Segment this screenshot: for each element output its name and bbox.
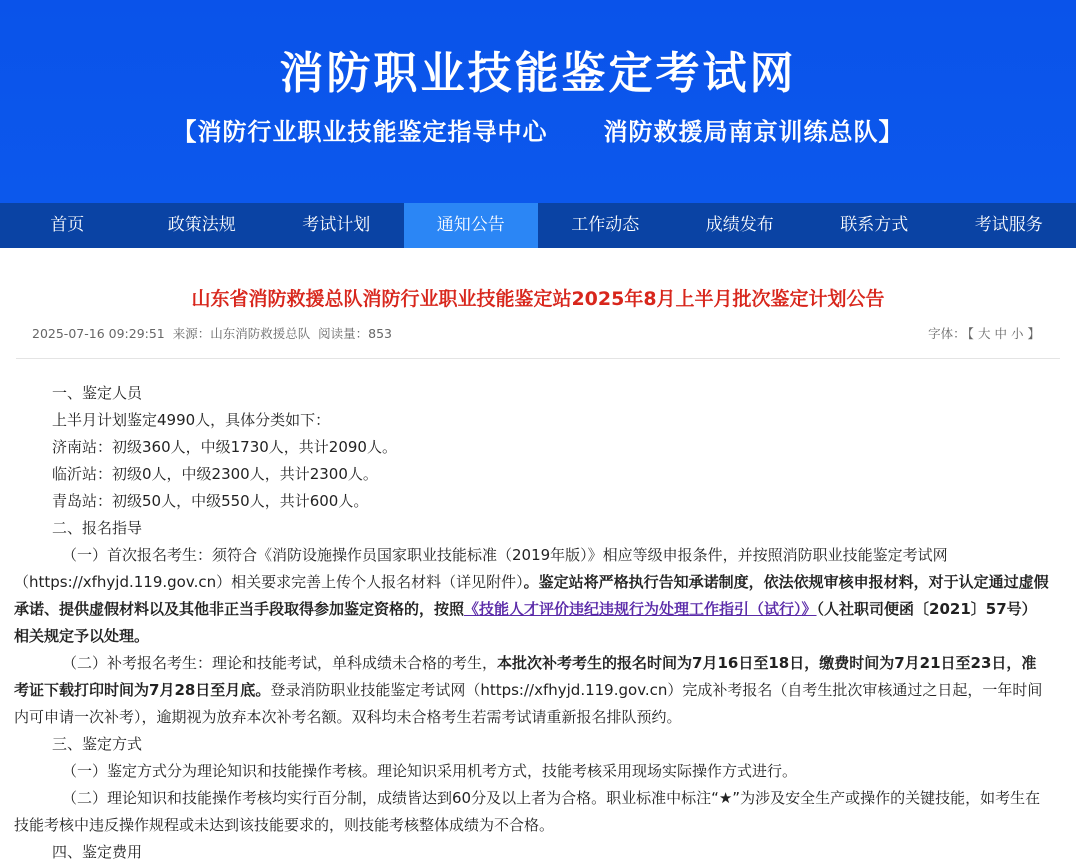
paragraph-retake-registration (14, 650, 1050, 731)
section-heading-1: 一、鉴定人员 (14, 380, 1050, 407)
meta-info: 2025-07-16 09:29:51 来源：山东消防救援总队 阅读量：853 (32, 326, 392, 341)
nav-item-home[interactable]: 首页 (0, 203, 135, 248)
font-size-control (928, 324, 1042, 344)
section-heading-4: 四、鉴定费用 (14, 839, 1050, 866)
article-meta (32, 324, 1042, 344)
font-bracket-open: 【 (968, 326, 974, 341)
nav-item-notices[interactable]: 通知公告 (404, 203, 539, 248)
paragraph-method-1: （一）鉴定方式分为理论知识和技能操作考核。理论知识采用机考方式，技能考核采用现场实际操作方式进行。 (14, 758, 1050, 785)
paragraph-text: （一）首次报名考生：须符合《消防设施操作员国家职业技能标准（2019年版）》相应等级申报条件，并按照消防职业技能鉴定考试网（https://xfhyjd.119.gov.cn）相关要求完善上传个人报名材料（详见附件） (14, 546, 948, 591)
guideline-link[interactable]: 《技能人才评价违纪违规行为处理工作指引（试行）》 (464, 600, 817, 618)
content-line: 临沂站：初级0人，中级2300人，共计2300人。 (14, 461, 1050, 488)
font-bracket-close: 】 (1027, 326, 1040, 341)
content-line: 上半月计划鉴定4990人，具体分类如下： (14, 407, 1050, 434)
paragraph-bold-text: （人社职司便函〔2021〕57号）相关规定予以处理。 (14, 600, 1037, 645)
nav-item-exam-plan[interactable]: 考试计划 (269, 203, 404, 248)
section-heading-3: 三、鉴定方式 (14, 731, 1050, 758)
nav-item-exam-service[interactable]: 考试服务 (942, 203, 1076, 248)
subtitle-right: 消防救援局南京训练总队】 (604, 118, 904, 146)
nav-item-work-news[interactable]: 工作动态 (538, 203, 673, 248)
paragraph-text: （二）补考报名考生：理论和技能考试，单科成绩未合格的考生， (62, 654, 497, 672)
subtitle-left: 【消防行业职业技能鉴定指导中心 (173, 118, 548, 146)
nav-item-contact[interactable]: 联系方式 (807, 203, 942, 248)
font-medium-button[interactable]: 中 (994, 326, 1007, 341)
site-title: 消防职业技能鉴定考试网 (0, 44, 1076, 104)
nav-item-policy[interactable]: 政策法规 (135, 203, 270, 248)
site-subtitle (0, 112, 1076, 152)
content-line: 青岛站：初级50人，中级550人，共计600人。 (14, 488, 1050, 515)
main-nav (0, 203, 1076, 248)
meta-divider (16, 358, 1060, 359)
section-heading-2: 二、报名指导 (14, 515, 1050, 542)
nav-item-results[interactable]: 成绩发布 (673, 203, 808, 248)
font-label: 字体： (928, 326, 966, 341)
article-content (14, 380, 1050, 866)
paragraph-bold-text: 。鉴定站将严格执行告知承诺制度，依法依规审核申报材料，对于认定通过虚假承诺、提供虚假材料以及其他非正当手段取得参加鉴定资格的，按照 (14, 573, 1049, 618)
paragraph-bold-text: 本批次补考考生的报名时间为7月16日至18日，缴费时间为7月21日至23日，准考证下载打印时间为7月28日至月底。 (14, 654, 1036, 699)
paragraph-method-2: （二）理论知识和技能操作考核均实行百分制，成绩皆达到60分及以上者为合格。职业标准中标注“★”为涉及安全生产或操作的关键技能，如考生在技能考核中违反操作规程或未达到该技能要求的，则技能考核整体成绩为不合格。 (14, 785, 1050, 839)
paragraph-first-registration (14, 542, 1050, 650)
font-large-button[interactable]: 大 (978, 326, 991, 341)
site-banner (0, 0, 1076, 203)
article-title: 山东省消防救援总队消防行业职业技能鉴定站2025年8月上半月批次鉴定计划公告 (0, 283, 1076, 315)
font-small-button[interactable]: 小 (1011, 326, 1024, 341)
content-line: 济南站：初级360人，中级1730人，共计2090人。 (14, 434, 1050, 461)
paragraph-text: 登录消防职业技能鉴定考试网（https://xfhyjd.119.gov.cn）完成补考报名（自考生批次审核通过之日起，一年时间内可申请一次补考），逾期视为放弃本次补考名额。双科均未合格考生若需考试请重新报名排队预约。 (14, 681, 1042, 726)
